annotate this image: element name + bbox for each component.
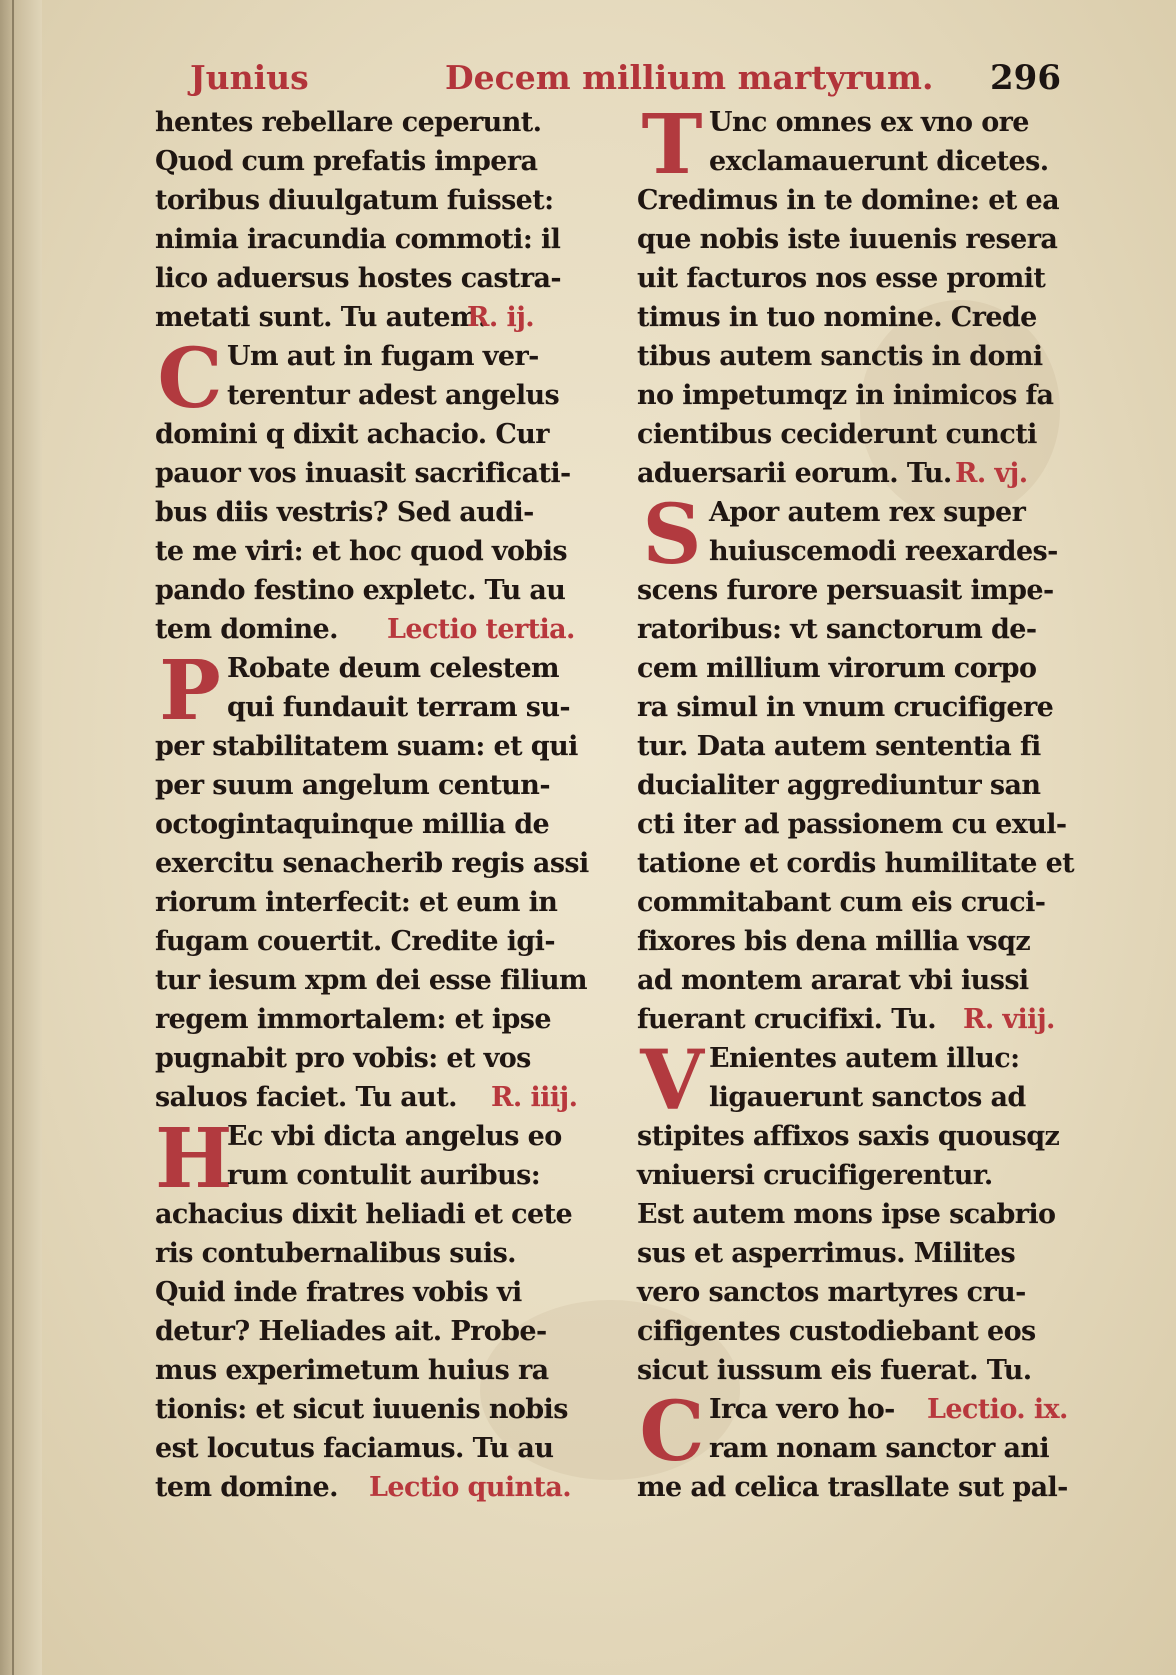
text-line: tionis: et sicut iuuenis nobis [155, 1394, 568, 1425]
right-column [637, 97, 1082, 1503]
left-column [155, 103, 600, 1503]
drop-capital-t: T [641, 97, 703, 193]
text-line: me ad celica trasllate sut pal- [637, 1472, 1068, 1503]
text-line: octogintaquinque millia de [155, 809, 550, 840]
drop-capital-h: H [155, 1111, 233, 1207]
text-line: tatione et cordis humilitate et [637, 848, 1075, 879]
drop-capital-c: C [157, 331, 223, 427]
text-line: te me viri: et hoc quod vobis [155, 536, 567, 567]
text-line: tibus autem sanctis in domi [637, 341, 1043, 372]
text-line: Robate deum celestem [227, 653, 559, 684]
text-line: sicut iussum eis fuerat. Tu. [637, 1355, 1032, 1386]
header-feast-title: Decem millium martyrum. [445, 58, 934, 97]
text-line: domini q dixit achacio. Cur [155, 419, 549, 450]
text-line: aduersarii eorum. Tu. [637, 458, 952, 489]
text-line: pando festino expletc. Tu au [155, 575, 566, 606]
text-line: Ec vbi dicta angelus eo [227, 1121, 562, 1152]
rubric-lectio: Lectio tertia. [387, 614, 575, 645]
text-line: regem immortalem: et ipse [155, 1004, 551, 1035]
text-line: pugnabit pro vobis: et vos [155, 1043, 531, 1074]
text-line: no impetumqz in inimicos fa [637, 380, 1054, 411]
text-line: tur. Data autem sententia fi [637, 731, 1041, 762]
text-line: Quod cum prefatis impera [155, 146, 538, 177]
text-line: timus in tuo nomine. Crede [637, 302, 1037, 333]
text-line: achacius dixit heliadi et cete [155, 1199, 573, 1230]
text-line: saluos faciet. Tu aut. [155, 1082, 457, 1113]
text-line: ris contubernalibus suis. [155, 1238, 516, 1269]
text-line: fugam couertit. Credite igi- [155, 926, 555, 957]
text-line: Enientes autem illuc: [709, 1043, 1020, 1074]
text-line: terentur adest angelus [227, 380, 560, 411]
rubric-responsory: R. iiij. [491, 1082, 578, 1113]
text-line: est locutus faciamus. Tu au [155, 1433, 554, 1464]
page-number: 296 [990, 58, 1061, 98]
text-line: fixores bis dena millia vsqz [637, 926, 1031, 957]
text-line: Apor autem rex super [709, 497, 1026, 528]
text-line: tem domine. [155, 1472, 338, 1503]
text-line: scens furore persuasit impe- [637, 575, 1054, 606]
text-line: mus experimetum huius ra [155, 1355, 549, 1386]
text-line: fuerant crucifixi. Tu. [637, 1004, 937, 1035]
header-month: Junius [190, 58, 309, 97]
text-line: uit facturos nos esse promit [637, 263, 1046, 294]
rubric-responsory: R. ij. [467, 302, 535, 333]
drop-capital-v: V [640, 1033, 704, 1129]
text-line: qui fundauit terram su- [227, 692, 570, 723]
text-line: sus et asperrimus. Milites [637, 1238, 1016, 1269]
text-line: Quid inde fratres vobis vi [155, 1277, 522, 1308]
text-line: riorum interfecit: et eum in [155, 887, 558, 918]
binding-gutter [0, 0, 42, 1675]
text-line: per stabilitatem suam: et qui [155, 731, 578, 762]
text-line: stipites affixos saxis quousqz [637, 1121, 1060, 1152]
binding-edge [12, 0, 14, 1675]
rubric-lectio: Lectio quinta. [369, 1472, 572, 1503]
text-line: ad montem ararat vbi iussi [637, 965, 1029, 996]
drop-capital-s: S [642, 487, 702, 583]
text-line: nimia iracundia commoti: il [155, 224, 561, 255]
rubric-responsory: R. vj. [955, 458, 1028, 489]
text-line: lico aduersus hostes castra- [155, 263, 562, 294]
text-line: Est autem mons ipse scabrio [637, 1199, 1056, 1230]
text-line: ram nonam sanctor ani [709, 1433, 1050, 1464]
rubric-responsory: R. viij. [963, 1004, 1055, 1035]
text-line: detur? Heliades ait. Probe- [155, 1316, 547, 1347]
text-line: exercitu senacherib regis assi [155, 848, 589, 879]
text-line: ligauerunt sanctos ad [709, 1082, 1026, 1113]
text-line: pauor vos inuasit sacrificati- [155, 458, 571, 489]
text-line: hentes rebellare ceperunt. [155, 107, 542, 138]
drop-capital-c: C [639, 1384, 705, 1480]
text-line: metati sunt. Tu autem. [155, 302, 487, 333]
text-line: tur iesum xpm dei esse filium [155, 965, 587, 996]
drop-capital-p: P [159, 643, 221, 739]
text-line: bus diis vestris? Sed audi- [155, 497, 534, 528]
rubric-lectio: Lectio. ix. [927, 1394, 1068, 1425]
text-line: ra simul in vnum crucifigere [637, 692, 1054, 723]
text-line: exclamauerunt dicetes. [709, 146, 1049, 177]
text-line: huiuscemodi reexardes- [709, 536, 1058, 567]
running-header [190, 52, 1090, 104]
text-line: cti iter ad passionem cu exul- [637, 809, 1067, 840]
text-line: cifigentes custodiebant eos [637, 1316, 1036, 1347]
text-line: Unc omnes ex vno ore [709, 107, 1029, 138]
text-line: que nobis iste iuuenis resera [637, 224, 1058, 255]
text-line: commitabant cum eis cruci- [637, 887, 1046, 918]
text-line: vniuersi crucifigerentur. [637, 1160, 993, 1191]
text-line: per suum angelum centun- [155, 770, 550, 801]
text-line: ratoribus: vt sanctorum de- [637, 614, 1037, 645]
text-line: ducialiter aggrediuntur san [637, 770, 1041, 801]
text-line: Credimus in te domine: et ea [637, 185, 1059, 216]
text-line: Um aut in fugam ver- [227, 341, 539, 372]
text-line: rum contulit auribus: [227, 1160, 541, 1191]
text-line: toribus diuulgatum fuisset: [155, 185, 554, 216]
text-line: Irca vero ho- [709, 1394, 895, 1425]
text-line: tem domine. [155, 614, 338, 645]
text-line: vero sanctos martyres cru- [637, 1277, 1026, 1308]
text-line: cem millium virorum corpo [637, 653, 1037, 684]
text-line: cientibus ceciderunt cuncti [637, 419, 1037, 450]
